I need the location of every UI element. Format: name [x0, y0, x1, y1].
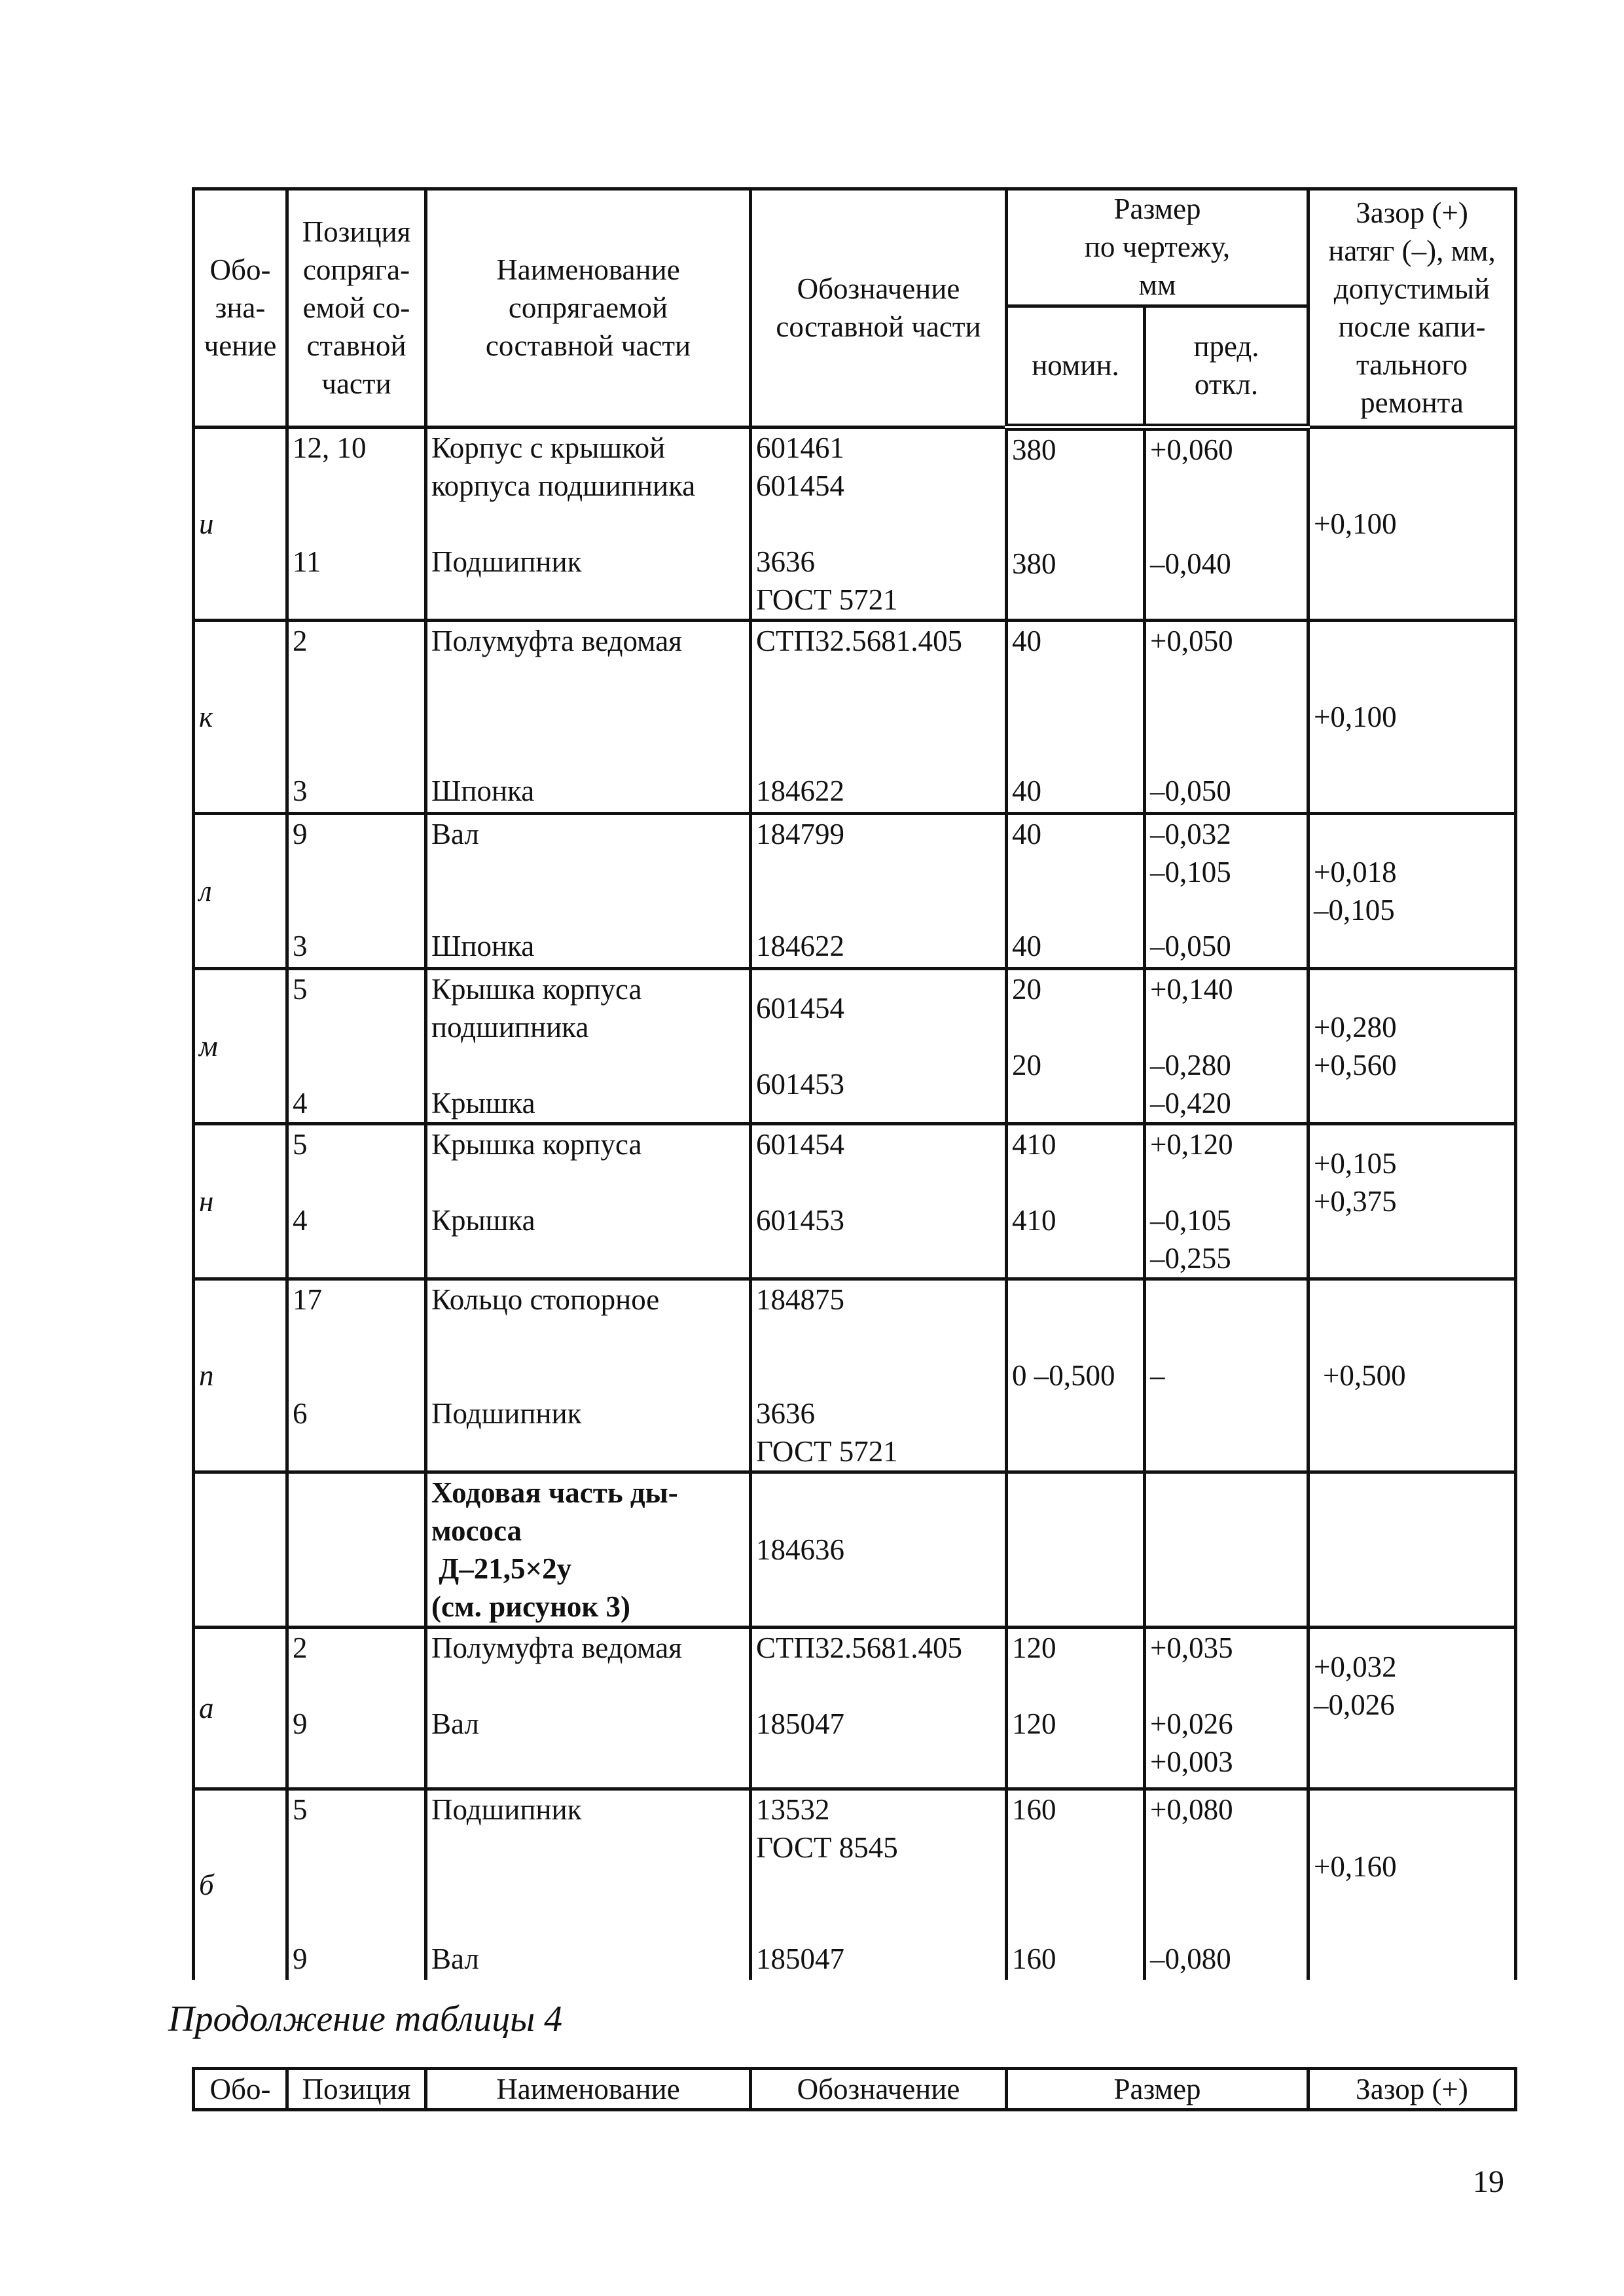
table-row	[194, 1628, 1516, 1789]
row-mark: п	[194, 1279, 287, 1472]
page-number: 19	[1473, 2164, 1504, 2199]
section-deviation	[1145, 1472, 1308, 1628]
row-name: Подшипник Вал	[426, 1789, 751, 1980]
section-clearance	[1308, 1472, 1516, 1628]
table-row	[194, 428, 1516, 621]
row-name: Корпус с крышкой корпуса подшипника Подшипник	[426, 428, 751, 621]
row-clearance: +0,280 +0,560	[1308, 969, 1516, 1124]
header-size-nominal: номин.	[1007, 306, 1145, 428]
section-row	[194, 1472, 1516, 1628]
row-clearance: +0,100	[1308, 428, 1516, 621]
row-name: Полумуфта ведомая Шпонка	[426, 621, 751, 814]
row-nominal: 160 160	[1007, 1789, 1145, 1980]
row-clearance: +0,160	[1308, 1789, 1516, 1980]
row-position: 2 3	[287, 621, 426, 814]
continuation-caption: Продолжение таблицы 4	[168, 1999, 563, 2039]
row-nominal: 20 20	[1007, 969, 1145, 1124]
row-deviation: +0,050 –0,050	[1145, 621, 1308, 814]
row-nominal: 120 120	[1007, 1628, 1145, 1789]
header-position: Позиция сопряга- емой со- ставной части	[287, 189, 426, 428]
row-mark: к	[194, 621, 287, 814]
section-mark	[194, 1472, 287, 1628]
row-code: 184875 3636 ГОСТ 5721	[751, 1279, 1007, 1472]
header-designation: Обо- зна- чение	[194, 189, 287, 428]
main-table	[192, 187, 1517, 1980]
table-row	[194, 969, 1516, 1124]
section-position	[287, 1472, 426, 1628]
header-size: Размер по чертежу, мм	[1007, 189, 1308, 306]
row-code: 601454 601453	[751, 969, 1007, 1124]
cont-header-size: Размер	[1007, 2069, 1308, 2110]
row-deviation: +0,120 –0,105 –0,255	[1145, 1124, 1308, 1279]
header-code: Обозначение составной части	[751, 189, 1007, 428]
row-deviation: +0,080 –0,080	[1145, 1789, 1308, 1980]
row-position: 5 9	[287, 1789, 426, 1980]
row-code: 601461 601454 3636 ГОСТ 5721	[751, 428, 1007, 621]
row-deviation: +0,060 –0,040	[1145, 428, 1308, 621]
row-name: Полумуфта ведомая Вал	[426, 1628, 751, 1789]
row-name: Кольцо стопорное Подшипник	[426, 1279, 751, 1472]
header-size-deviation: пред. откл.	[1145, 306, 1308, 428]
row-code: 13532 ГОСТ 8545 185047	[751, 1789, 1007, 1980]
row-deviation: –	[1145, 1279, 1308, 1472]
row-nominal: 410 410	[1007, 1124, 1145, 1279]
row-position: 5 4	[287, 969, 426, 1124]
header-clearance: Зазор (+) натяг (–), мм, допустимый после капи- тального ремонта	[1308, 189, 1516, 428]
row-deviation: +0,140 –0,280 –0,420	[1145, 969, 1308, 1124]
row-nominal: 40 40	[1007, 814, 1145, 969]
table-row	[194, 814, 1516, 969]
row-code: 184799 184622	[751, 814, 1007, 969]
row-position: 12, 10 11	[287, 428, 426, 621]
cont-header-name: Наименование	[426, 2069, 751, 2110]
section-code: 184636	[751, 1472, 1007, 1628]
cont-header-designation: Обо-	[194, 2069, 287, 2110]
row-deviation: –0,032 –0,105 –0,050	[1145, 814, 1308, 969]
cont-header-clearance: Зазор (+)	[1308, 2069, 1516, 2110]
row-mark: б	[194, 1789, 287, 1980]
row-name: Крышка корпуса подшипника Крышка	[426, 969, 751, 1124]
row-name: Вал Шпонка	[426, 814, 751, 969]
row-clearance: +0,100	[1308, 621, 1516, 814]
header-name: Наименование сопрягаемой составной части	[426, 189, 751, 428]
row-mark: м	[194, 969, 287, 1124]
table-row	[194, 1124, 1516, 1279]
cont-header-position: Позиция	[287, 2069, 426, 2110]
row-mark: л	[194, 814, 287, 969]
row-code: СТП32.5681.405 185047	[751, 1628, 1007, 1789]
row-mark: н	[194, 1124, 287, 1279]
row-nominal: 40 40	[1007, 621, 1145, 814]
row-mark: а	[194, 1628, 287, 1789]
row-nominal: 380 380	[1007, 428, 1145, 621]
row-clearance: +0,032 –0,026	[1308, 1628, 1516, 1789]
continuation-table-header	[192, 2067, 1517, 2111]
row-position: 5 4	[287, 1124, 426, 1279]
table-row	[194, 1279, 1516, 1472]
row-code: СТП32.5681.405 184622	[751, 621, 1007, 814]
row-position: 2 9	[287, 1628, 426, 1789]
section-nominal	[1007, 1472, 1145, 1628]
row-code: 601454 601453	[751, 1124, 1007, 1279]
cont-header-code: Обозначение	[751, 2069, 1007, 2110]
row-position: 17 6	[287, 1279, 426, 1472]
row-mark: и	[194, 428, 287, 621]
row-clearance: +0,105 +0,375	[1308, 1124, 1516, 1279]
row-nominal: 0 –0,500	[1007, 1279, 1145, 1472]
table-row	[194, 1789, 1516, 1980]
row-deviation: +0,035 +0,026 +0,003	[1145, 1628, 1308, 1789]
table-row	[194, 621, 1516, 814]
row-clearance: +0,500	[1308, 1279, 1516, 1472]
section-title: Ходовая часть ды- мососа Д–21,5×2у (см. рисунок 3)	[426, 1472, 751, 1628]
row-position: 9 3	[287, 814, 426, 969]
row-name: Крышка корпуса Крышка	[426, 1124, 751, 1279]
row-clearance: +0,018 –0,105	[1308, 814, 1516, 969]
